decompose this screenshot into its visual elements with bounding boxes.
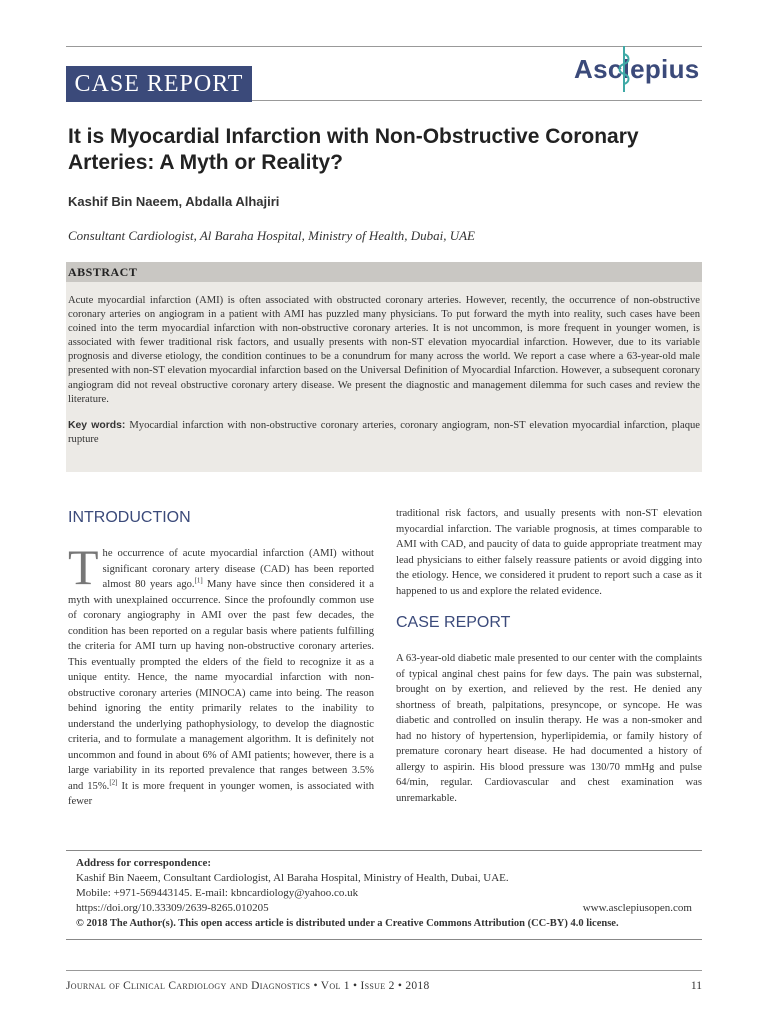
correspondence-heading: Address for correspondence: [76, 857, 212, 869]
footer-rule [66, 970, 702, 971]
left-column [68, 508, 374, 810]
introduction-continued: traditional risk factors, and usually presents with non-ST elevation myocardial infarction. The variable prognosis, at times comparable to AMI with CAD, and paucity of data to guide appropriate treatment may lead physicians to either falsely reassure patients or avoid digging into the etiology. Hence, we considered it prudent to report such a case as it happened to us and explore the related evidence. [396, 508, 702, 597]
rod-of-asclepius-icon [616, 44, 632, 94]
case-report-paragraph: A 63-year-old diabetic male presented to our center with the complaints of typical anginal chest pains for few days. The pain was substernal, brought on by exertion, and relieved by the rest. He denied any shortness of breath, palpitations, presyncope, or syncope. He was diabetic and controlled on insulin therapy. He was a non-smoker and had no history of hypertension, hyperlipidemia, or family history of premature coronary heart disease. He had documented a history of allergy to aspirin. His blood pressure was 130/70 mmHg and pulse 64/min, regular. Cardiovascular and chest examination was unremarkable. [396, 653, 702, 804]
introduction-paragraph [68, 539, 375, 810]
page-footer [66, 980, 702, 998]
abstract-section [66, 262, 702, 472]
intro-text-3: It is more frequent in younger women, is associated with fewer [68, 780, 375, 807]
right-column [396, 506, 702, 806]
drop-cap: T [68, 539, 99, 595]
abstract-text: Acute myocardial infarction (AMI) is often associated with obstructed coronary arteries. However, recently, the occurrence of non-obstructive coronary arteries on angiogram in a patient with AMI has puzzled many physicians. To put forward the myth into reality, such cases have been coined into the term myocardial infarction with non-obstructive coronary arteries. It is not uncommon, is more frequent in younger women, is associated with fewer traditional risk factors, and usually presents with non-ST elevation myocardial infarction. However, due to its variable prognosis and diverse etiology, the condition continues to be a conundrum for many across the world. We report a case where a 63-year-old male presented with non-ST elevation myocardial infarction based on the Universal Definition of Myocardial Infarction. However, a subsequent coronary angiogram did not reveal obstructive coronary artery disease. We present the diagnostic and management dilemma for such cases and review the literature. [68, 295, 700, 405]
copyright-notice: © 2018 The Author(s). This open access article is distributed under a Creative Commons Attribution (CC-BY) 4.0 license. [76, 918, 619, 929]
banner-rule [252, 100, 702, 101]
website-link[interactable]: www.asclepiusopen.com [582, 902, 692, 914]
reference-2[interactable]: [2] [109, 777, 118, 786]
reference-1[interactable]: [1] [194, 576, 203, 585]
page-number: 11 [690, 980, 702, 992]
footer-journal-info: Journal of Clinical Cardiology and Diagnostics • Vol 1 • Issue 2 • 2018 [66, 980, 430, 992]
intro-text-2: Many have since then considered it a myth with unexplained occurrence. Since the profoundly common use of coronary angiography in AMI over the past few decades, the condition has been reported on a regular basis where patients fulfilling the criteria for AMI turn up having non-obstructive coronary arteries. This eventually prompted the elders of the field to recognize it as a unique entity. Hence, the name myocardial infarction with non-obstructive coronary arteries (MINOCA) came into being. The reason behind ignoring the entity primarily relates to the inability to understand the underlying pathophysiology, to develop the diagnostic criteria, and to formulate a management algorithm. It is definitely not uncommon and found in about 6% of AMI patients; however, there is a large variability in its reported prevalence that ranges between 3.5% and 15%. [68, 579, 375, 792]
correspondence-address: Kashif Bin Naeem, Consultant Cardiologist, Al Baraha Hospital, Ministry of Health, Dubai, UAE. [76, 872, 509, 884]
intro-text-1: he occurrence of acute myocardial infarction (AMI) without significant coronary artery disease (CAD) has been reported almost 80 years ago. [102, 548, 374, 590]
logo-wordmark: Asclepius [574, 54, 700, 84]
article-type-banner: CASE REPORT [66, 66, 252, 102]
correspondence-contact: Mobile: +971-569443145. E-mail: kbncardiology@yahoo.co.uk [76, 887, 359, 899]
correspondence-box [66, 850, 702, 940]
keywords-label: Key words: [68, 419, 126, 431]
abstract-heading: ABSTRACT [66, 262, 702, 282]
doi-link[interactable]: https://doi.org/10.33309/2639-8265.010205 [76, 902, 269, 914]
publisher-logo[interactable] [574, 44, 698, 94]
keywords [66, 407, 702, 447]
article-title: It is Myocardial Infarction with Non-Obstructive Coronary Arteries: A Myth or Reality? [68, 125, 639, 174]
introduction-heading: INTRODUCTION [68, 509, 191, 526]
case-report-heading: CASE REPORT [396, 614, 511, 631]
keywords-text: Myocardial infarction with non-obstructive coronary arteries, coronary angiogram, non-ST elevation myocardial infarction, plaque rupture [68, 419, 700, 445]
author-affiliation: Consultant Cardiologist, Al Baraha Hospital, Ministry of Health, Dubai, UAE [68, 228, 475, 243]
article-authors: Kashif Bin Naeem, Abdalla Alhajiri [68, 194, 280, 209]
